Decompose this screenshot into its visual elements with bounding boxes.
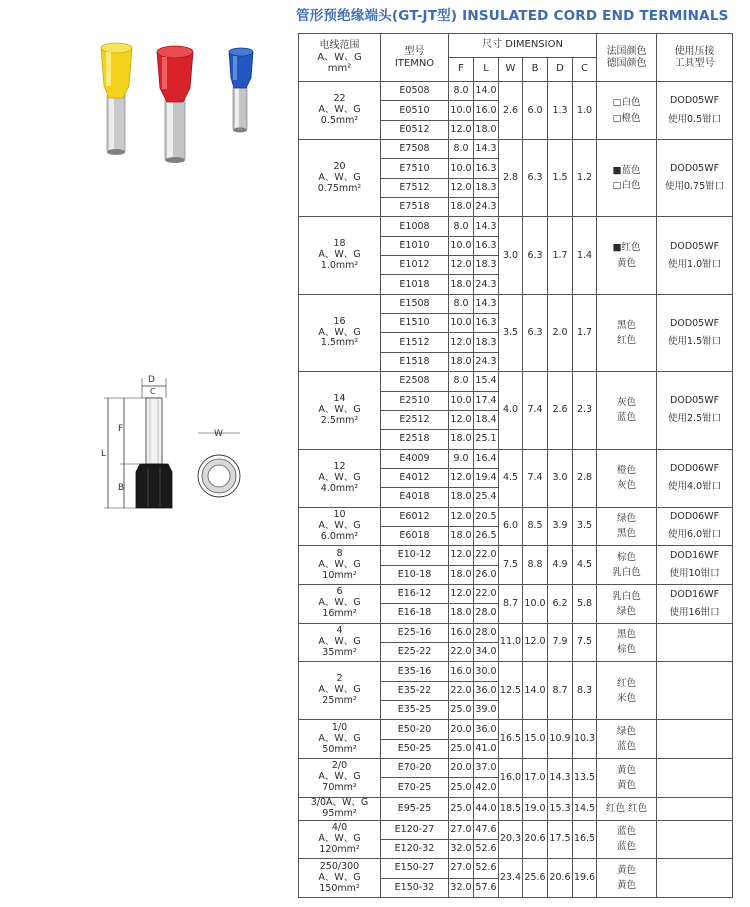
wire-range-cell: 4/0 A、W、G 120mm² [299, 820, 381, 859]
dim-w-cell: 4.0 [499, 372, 523, 449]
dim-l-cell: 18.0 [474, 120, 499, 139]
item-number-cell: E120-27 [381, 820, 449, 839]
dim-b-cell: 25.6 [523, 859, 548, 898]
item-number-cell: E1510 [381, 314, 449, 333]
dim-f-cell: 18.0 [449, 526, 474, 545]
dim-b-cell: 12.0 [523, 623, 548, 662]
dim-d-cell: 6.2 [548, 584, 573, 623]
blue-ferrule [229, 48, 253, 133]
dim-l-cell: 18.3 [474, 178, 499, 197]
dim-d-cell: 1.3 [548, 82, 573, 140]
header-color: 法国颜色 德国颜色 [597, 34, 657, 82]
dim-d-cell: 1.7 [548, 217, 573, 294]
tool-cell [657, 797, 733, 820]
dim-l-cell: 25.1 [474, 430, 499, 449]
table-row [299, 759, 733, 778]
item-number-cell: E25-16 [381, 623, 449, 642]
wire-range-cell: 250/300 A、W、G 150mm² [299, 859, 381, 898]
dim-b-cell: 15.0 [523, 720, 548, 759]
dim-l-cell: 14.3 [474, 294, 499, 313]
dim-f-cell: 10.0 [449, 159, 474, 178]
header-dimension: 尺寸 DIMENSION [449, 34, 597, 58]
dim-d-cell: 8.7 [548, 662, 573, 720]
dim-f-cell: 18.0 [449, 198, 474, 217]
tool-cell: DOD05WF 使用0.75钳口 [657, 140, 733, 217]
dim-c-cell: 16.5 [573, 820, 597, 859]
dim-f-cell: 10.0 [449, 236, 474, 255]
item-number-cell: E6012 [381, 507, 449, 526]
wire-range-cell: 8 A、W、G 10mm² [299, 546, 381, 585]
dim-w-cell: 16.5 [499, 720, 523, 759]
color-cell: 红色 红色 [597, 797, 657, 820]
dim-b-cell: 19.0 [523, 797, 548, 820]
dim-d-cell: 3.0 [548, 449, 573, 507]
dim-c-cell: 4.5 [573, 546, 597, 585]
table-row [299, 584, 733, 603]
table-row [299, 82, 733, 101]
dim-b-cell: 6.3 [523, 294, 548, 371]
dim-f-cell: 18.0 [449, 275, 474, 294]
dim-l-cell: 44.0 [474, 797, 499, 820]
dim-l-cell: 19.4 [474, 468, 499, 487]
dim-d-cell: 3.9 [548, 507, 573, 546]
color-cell: 棕色 乳白色 [597, 546, 657, 585]
dim-f-cell: 32.0 [449, 839, 474, 858]
dim-d-cell: 1.5 [548, 140, 573, 217]
tool-cell [657, 820, 733, 859]
dim-l-cell: 24.3 [474, 275, 499, 294]
dim-l-cell: 20.5 [474, 507, 499, 526]
dim-d-cell: 2.6 [548, 372, 573, 449]
dim-w-cell: 7.5 [499, 546, 523, 585]
table-row [299, 217, 733, 236]
wire-range-cell: 2 A、W、G 25mm² [299, 662, 381, 720]
wire-range-cell: 16 A、W、G 1.5mm² [299, 294, 381, 371]
tool-cell [657, 623, 733, 662]
header-f: F [449, 58, 474, 82]
wire-range-cell: 22 A、W、G 0.5mm² [299, 82, 381, 140]
dim-b-cell: 10.0 [523, 584, 548, 623]
dim-b-cell: 17.0 [523, 759, 548, 798]
item-number-cell: E50-25 [381, 739, 449, 758]
spec-table-body [299, 82, 733, 898]
color-cell: 乳白色 绿色 [597, 584, 657, 623]
tool-cell [657, 662, 733, 720]
color-cell: 橙色 灰色 [597, 449, 657, 507]
dim-f-cell: 8.0 [449, 217, 474, 236]
dim-l-cell: 22.0 [474, 584, 499, 603]
dim-d-cell: 14.3 [548, 759, 573, 798]
dim-f-cell: 25.0 [449, 739, 474, 758]
tool-cell: DOD06WF 使用6.0钳口 [657, 507, 733, 546]
dim-l-cell: 14.0 [474, 82, 499, 101]
dim-f-cell: 27.0 [449, 859, 474, 878]
dim-b-cell: 20.6 [523, 820, 548, 859]
item-number-cell: E16-12 [381, 584, 449, 603]
color-cell: ■蓝色 □白色 [597, 140, 657, 217]
dim-w-cell: 23.4 [499, 859, 523, 898]
item-number-cell: E2508 [381, 372, 449, 391]
label-l: L [101, 449, 107, 459]
color-cell: □白色 □橙色 [597, 82, 657, 140]
dim-d-cell: 20.6 [548, 859, 573, 898]
dim-f-cell: 18.0 [449, 430, 474, 449]
dim-f-cell: 25.0 [449, 797, 474, 820]
item-number-cell: E1018 [381, 275, 449, 294]
dim-c-cell: 2.3 [573, 372, 597, 449]
table-row [299, 140, 733, 159]
dim-c-cell: 10.3 [573, 720, 597, 759]
dim-d-cell: 15.3 [548, 797, 573, 820]
item-number-cell: E6018 [381, 526, 449, 545]
dim-l-cell: 18.3 [474, 333, 499, 352]
wire-range-cell: 2/0 A、W、G 70mm² [299, 759, 381, 798]
item-number-cell: E7510 [381, 159, 449, 178]
dim-f-cell: 20.0 [449, 720, 474, 739]
item-number-cell: E1012 [381, 256, 449, 275]
dim-l-cell: 16.0 [474, 101, 499, 120]
item-number-cell: E150-32 [381, 878, 449, 897]
dim-f-cell: 20.0 [449, 759, 474, 778]
dim-f-cell: 18.0 [449, 604, 474, 623]
table-row [299, 623, 733, 642]
wire-range-cell: 1/0 A、W、G 50mm² [299, 720, 381, 759]
item-number-cell: E2512 [381, 410, 449, 429]
dim-l-cell: 16.3 [474, 314, 499, 333]
dim-l-cell: 52.6 [474, 839, 499, 858]
dim-l-cell: 16.3 [474, 236, 499, 255]
dim-w-cell: 4.5 [499, 449, 523, 507]
label-b: B [118, 483, 125, 493]
wire-range-cell: 12 A、W、G 4.0mm² [299, 449, 381, 507]
dim-l-cell: 39.0 [474, 701, 499, 720]
item-number-cell: E16-18 [381, 604, 449, 623]
dim-w-cell: 2.6 [499, 82, 523, 140]
wire-range-cell: 18 A、W、G 1.0mm² [299, 217, 381, 294]
item-number-cell: E35-16 [381, 662, 449, 681]
item-number-cell: E25-22 [381, 642, 449, 661]
dim-w-cell: 16.0 [499, 759, 523, 798]
dim-l-cell: 47.6 [474, 820, 499, 839]
dim-w-cell: 3.0 [499, 217, 523, 294]
dim-l-cell: 52.6 [474, 859, 499, 878]
dim-l-cell: 57.6 [474, 878, 499, 897]
wire-range-cell: 4 A、W、G 35mm² [299, 623, 381, 662]
label-w: W [214, 429, 223, 439]
dim-b-cell: 7.4 [523, 449, 548, 507]
item-number-cell: E0510 [381, 101, 449, 120]
tool-cell [657, 859, 733, 898]
label-f: F [118, 424, 124, 434]
header-c: C [573, 58, 597, 82]
table-row [299, 449, 733, 468]
header-tool: 使用压接 工具型号 [657, 34, 733, 82]
dim-w-cell: 2.8 [499, 140, 523, 217]
table-row [299, 294, 733, 313]
dim-l-cell: 22.0 [474, 546, 499, 565]
table-row [299, 720, 733, 739]
dim-f-cell: 12.0 [449, 584, 474, 603]
dim-d-cell: 4.9 [548, 546, 573, 585]
tool-cell: DOD05WF 使用1.0钳口 [657, 217, 733, 294]
item-number-cell: E2518 [381, 430, 449, 449]
item-number-cell: E7508 [381, 140, 449, 159]
dim-w-cell: 3.5 [499, 294, 523, 371]
dim-l-cell: 24.3 [474, 352, 499, 371]
red-ferrule [157, 46, 193, 163]
item-number-cell: E35-22 [381, 681, 449, 700]
dim-f-cell: 8.0 [449, 372, 474, 391]
color-cell: 黄色 黄色 [597, 859, 657, 898]
dim-l-cell: 15.4 [474, 372, 499, 391]
dim-b-cell: 14.0 [523, 662, 548, 720]
item-number-cell: E1008 [381, 217, 449, 236]
item-number-cell: E95-25 [381, 797, 449, 820]
dim-c-cell: 13.5 [573, 759, 597, 798]
table-row [299, 859, 733, 878]
yellow-ferrule [101, 43, 132, 155]
item-number-cell: E1512 [381, 333, 449, 352]
dim-d-cell: 17.5 [548, 820, 573, 859]
dim-b-cell: 6.0 [523, 82, 548, 140]
tool-cell [657, 720, 733, 759]
dim-f-cell: 8.0 [449, 294, 474, 313]
dim-l-cell: 41.0 [474, 739, 499, 758]
dim-b-cell: 8.5 [523, 507, 548, 546]
dim-f-cell: 12.0 [449, 120, 474, 139]
dim-f-cell: 12.0 [449, 546, 474, 565]
item-number-cell: E35-25 [381, 701, 449, 720]
dim-l-cell: 37.0 [474, 759, 499, 778]
dimension-drawing [100, 368, 260, 518]
table-row [299, 820, 733, 839]
table-row [299, 797, 733, 820]
header-l: L [474, 58, 499, 82]
tool-cell: DOD05WF 使用1.5钳口 [657, 294, 733, 371]
dim-f-cell: 12.0 [449, 410, 474, 429]
header-model: 型号 ITEMNO [381, 34, 449, 82]
dim-w-cell: 12.5 [499, 662, 523, 720]
dim-f-cell: 12.0 [449, 507, 474, 526]
color-cell: 绿色 黑色 [597, 507, 657, 546]
item-number-cell: E2510 [381, 391, 449, 410]
item-number-cell: E120-32 [381, 839, 449, 858]
color-cell: 红色 米色 [597, 662, 657, 720]
item-number-cell: E4012 [381, 468, 449, 487]
item-number-cell: E1518 [381, 352, 449, 371]
dim-d-cell: 10.9 [548, 720, 573, 759]
item-number-cell: E1010 [381, 236, 449, 255]
item-number-cell: E70-25 [381, 778, 449, 797]
item-number-cell: E4018 [381, 488, 449, 507]
color-cell: 黄色 黄色 [597, 759, 657, 798]
header-w: W [499, 58, 523, 82]
dim-d-cell: 7.9 [548, 623, 573, 662]
dim-l-cell: 16.3 [474, 159, 499, 178]
dim-w-cell: 18.5 [499, 797, 523, 820]
item-number-cell: E1508 [381, 294, 449, 313]
tool-cell: DOD16WF 使用10钳口 [657, 546, 733, 585]
dim-c-cell: 3.5 [573, 507, 597, 546]
color-cell: ■红色 黄色 [597, 217, 657, 294]
item-number-cell: E7518 [381, 198, 449, 217]
dim-b-cell: 7.4 [523, 372, 548, 449]
dim-c-cell: 7.5 [573, 623, 597, 662]
item-number-cell: E50-20 [381, 720, 449, 739]
dim-f-cell: 10.0 [449, 314, 474, 333]
label-d: D [148, 375, 155, 385]
item-number-cell: E7512 [381, 178, 449, 197]
dim-f-cell: 8.0 [449, 82, 474, 101]
dim-l-cell: 36.0 [474, 720, 499, 739]
dim-w-cell: 20.3 [499, 820, 523, 859]
dim-l-cell: 28.0 [474, 604, 499, 623]
dim-d-cell: 2.0 [548, 294, 573, 371]
dim-l-cell: 18.3 [474, 256, 499, 275]
dim-f-cell: 8.0 [449, 140, 474, 159]
dim-l-cell: 28.0 [474, 623, 499, 642]
item-number-cell: E10-12 [381, 546, 449, 565]
dim-c-cell: 1.0 [573, 82, 597, 140]
dim-f-cell: 18.0 [449, 565, 474, 584]
dim-c-cell: 1.4 [573, 217, 597, 294]
dim-f-cell: 12.0 [449, 256, 474, 275]
product-photo [95, 40, 285, 165]
dim-w-cell: 6.0 [499, 507, 523, 546]
dim-f-cell: 25.0 [449, 701, 474, 720]
item-number-cell: E150-27 [381, 859, 449, 878]
table-row [299, 372, 733, 391]
dim-f-cell: 18.0 [449, 352, 474, 371]
color-cell: 黑色 棕色 [597, 623, 657, 662]
dim-f-cell: 10.0 [449, 101, 474, 120]
color-cell: 黑色 红色 [597, 294, 657, 371]
tool-cell: DOD06WF 使用4.0钳口 [657, 449, 733, 507]
dim-l-cell: 14.3 [474, 140, 499, 159]
tool-cell [657, 759, 733, 798]
tool-cell: DOD05WF 使用2.5钳口 [657, 372, 733, 449]
dim-l-cell: 34.0 [474, 642, 499, 661]
dim-f-cell: 12.0 [449, 333, 474, 352]
dim-l-cell: 16.4 [474, 449, 499, 468]
dim-l-cell: 25.4 [474, 488, 499, 507]
dim-c-cell: 14.5 [573, 797, 597, 820]
dim-f-cell: 22.0 [449, 642, 474, 661]
dim-l-cell: 36.0 [474, 681, 499, 700]
table-row [299, 662, 733, 681]
dim-f-cell: 22.0 [449, 681, 474, 700]
table-row [299, 546, 733, 565]
color-cell: 灰色 蓝色 [597, 372, 657, 449]
dim-w-cell: 11.0 [499, 623, 523, 662]
header-b: B [523, 58, 548, 82]
dim-f-cell: 25.0 [449, 778, 474, 797]
wire-range-cell: 14 A、W、G 2.5mm² [299, 372, 381, 449]
wire-range-cell: 20 A、W、G 0.75mm² [299, 140, 381, 217]
table-row [299, 507, 733, 526]
dim-f-cell: 18.0 [449, 488, 474, 507]
dim-c-cell: 1.7 [573, 294, 597, 371]
wire-range-cell: 6 A、W、G 16mm² [299, 584, 381, 623]
dim-c-cell: 5.8 [573, 584, 597, 623]
dim-c-cell: 8.3 [573, 662, 597, 720]
dim-c-cell: 19.6 [573, 859, 597, 898]
dim-l-cell: 24.3 [474, 198, 499, 217]
dim-b-cell: 8.8 [523, 546, 548, 585]
wire-range-cell: 10 A、W、G 6.0mm² [299, 507, 381, 546]
item-number-cell: E10-18 [381, 565, 449, 584]
item-number-cell: E0508 [381, 82, 449, 101]
dim-f-cell: 16.0 [449, 623, 474, 642]
dim-f-cell: 10.0 [449, 391, 474, 410]
dim-l-cell: 17.4 [474, 391, 499, 410]
dim-l-cell: 18.4 [474, 410, 499, 429]
dim-f-cell: 27.0 [449, 820, 474, 839]
page-title: 管形预绝缘端头(GT-JT型) INSULATED CORD END TERMINALS [296, 8, 729, 24]
dim-l-cell: 26.0 [474, 565, 499, 584]
dim-f-cell: 16.0 [449, 662, 474, 681]
header-d: D [548, 58, 573, 82]
dim-f-cell: 32.0 [449, 878, 474, 897]
dim-l-cell: 42.0 [474, 778, 499, 797]
label-c: C [150, 387, 156, 396]
color-cell: 蓝色 蓝色 [597, 820, 657, 859]
dim-b-cell: 6.3 [523, 217, 548, 294]
dim-l-cell: 30.0 [474, 662, 499, 681]
header-range: 电线范围 A、W、G mm² [299, 34, 381, 82]
dim-c-cell: 2.8 [573, 449, 597, 507]
dim-l-cell: 14.3 [474, 217, 499, 236]
item-number-cell: E70-20 [381, 759, 449, 778]
item-number-cell: E0512 [381, 120, 449, 139]
tool-cell: DOD16WF 使用16钳口 [657, 584, 733, 623]
dim-f-cell: 9.0 [449, 449, 474, 468]
tool-cell: DOD05WF 使用0.5钳口 [657, 82, 733, 140]
dim-b-cell: 6.3 [523, 140, 548, 217]
dim-w-cell: 8.7 [499, 584, 523, 623]
dim-c-cell: 1.2 [573, 140, 597, 217]
wire-range-cell: 3/0A、W、G 95mm² [299, 797, 381, 820]
item-number-cell: E4009 [381, 449, 449, 468]
dim-l-cell: 26.5 [474, 526, 499, 545]
color-cell: 绿色 蓝色 [597, 720, 657, 759]
dim-f-cell: 12.0 [449, 468, 474, 487]
spec-table [298, 33, 733, 898]
dim-f-cell: 12.0 [449, 178, 474, 197]
